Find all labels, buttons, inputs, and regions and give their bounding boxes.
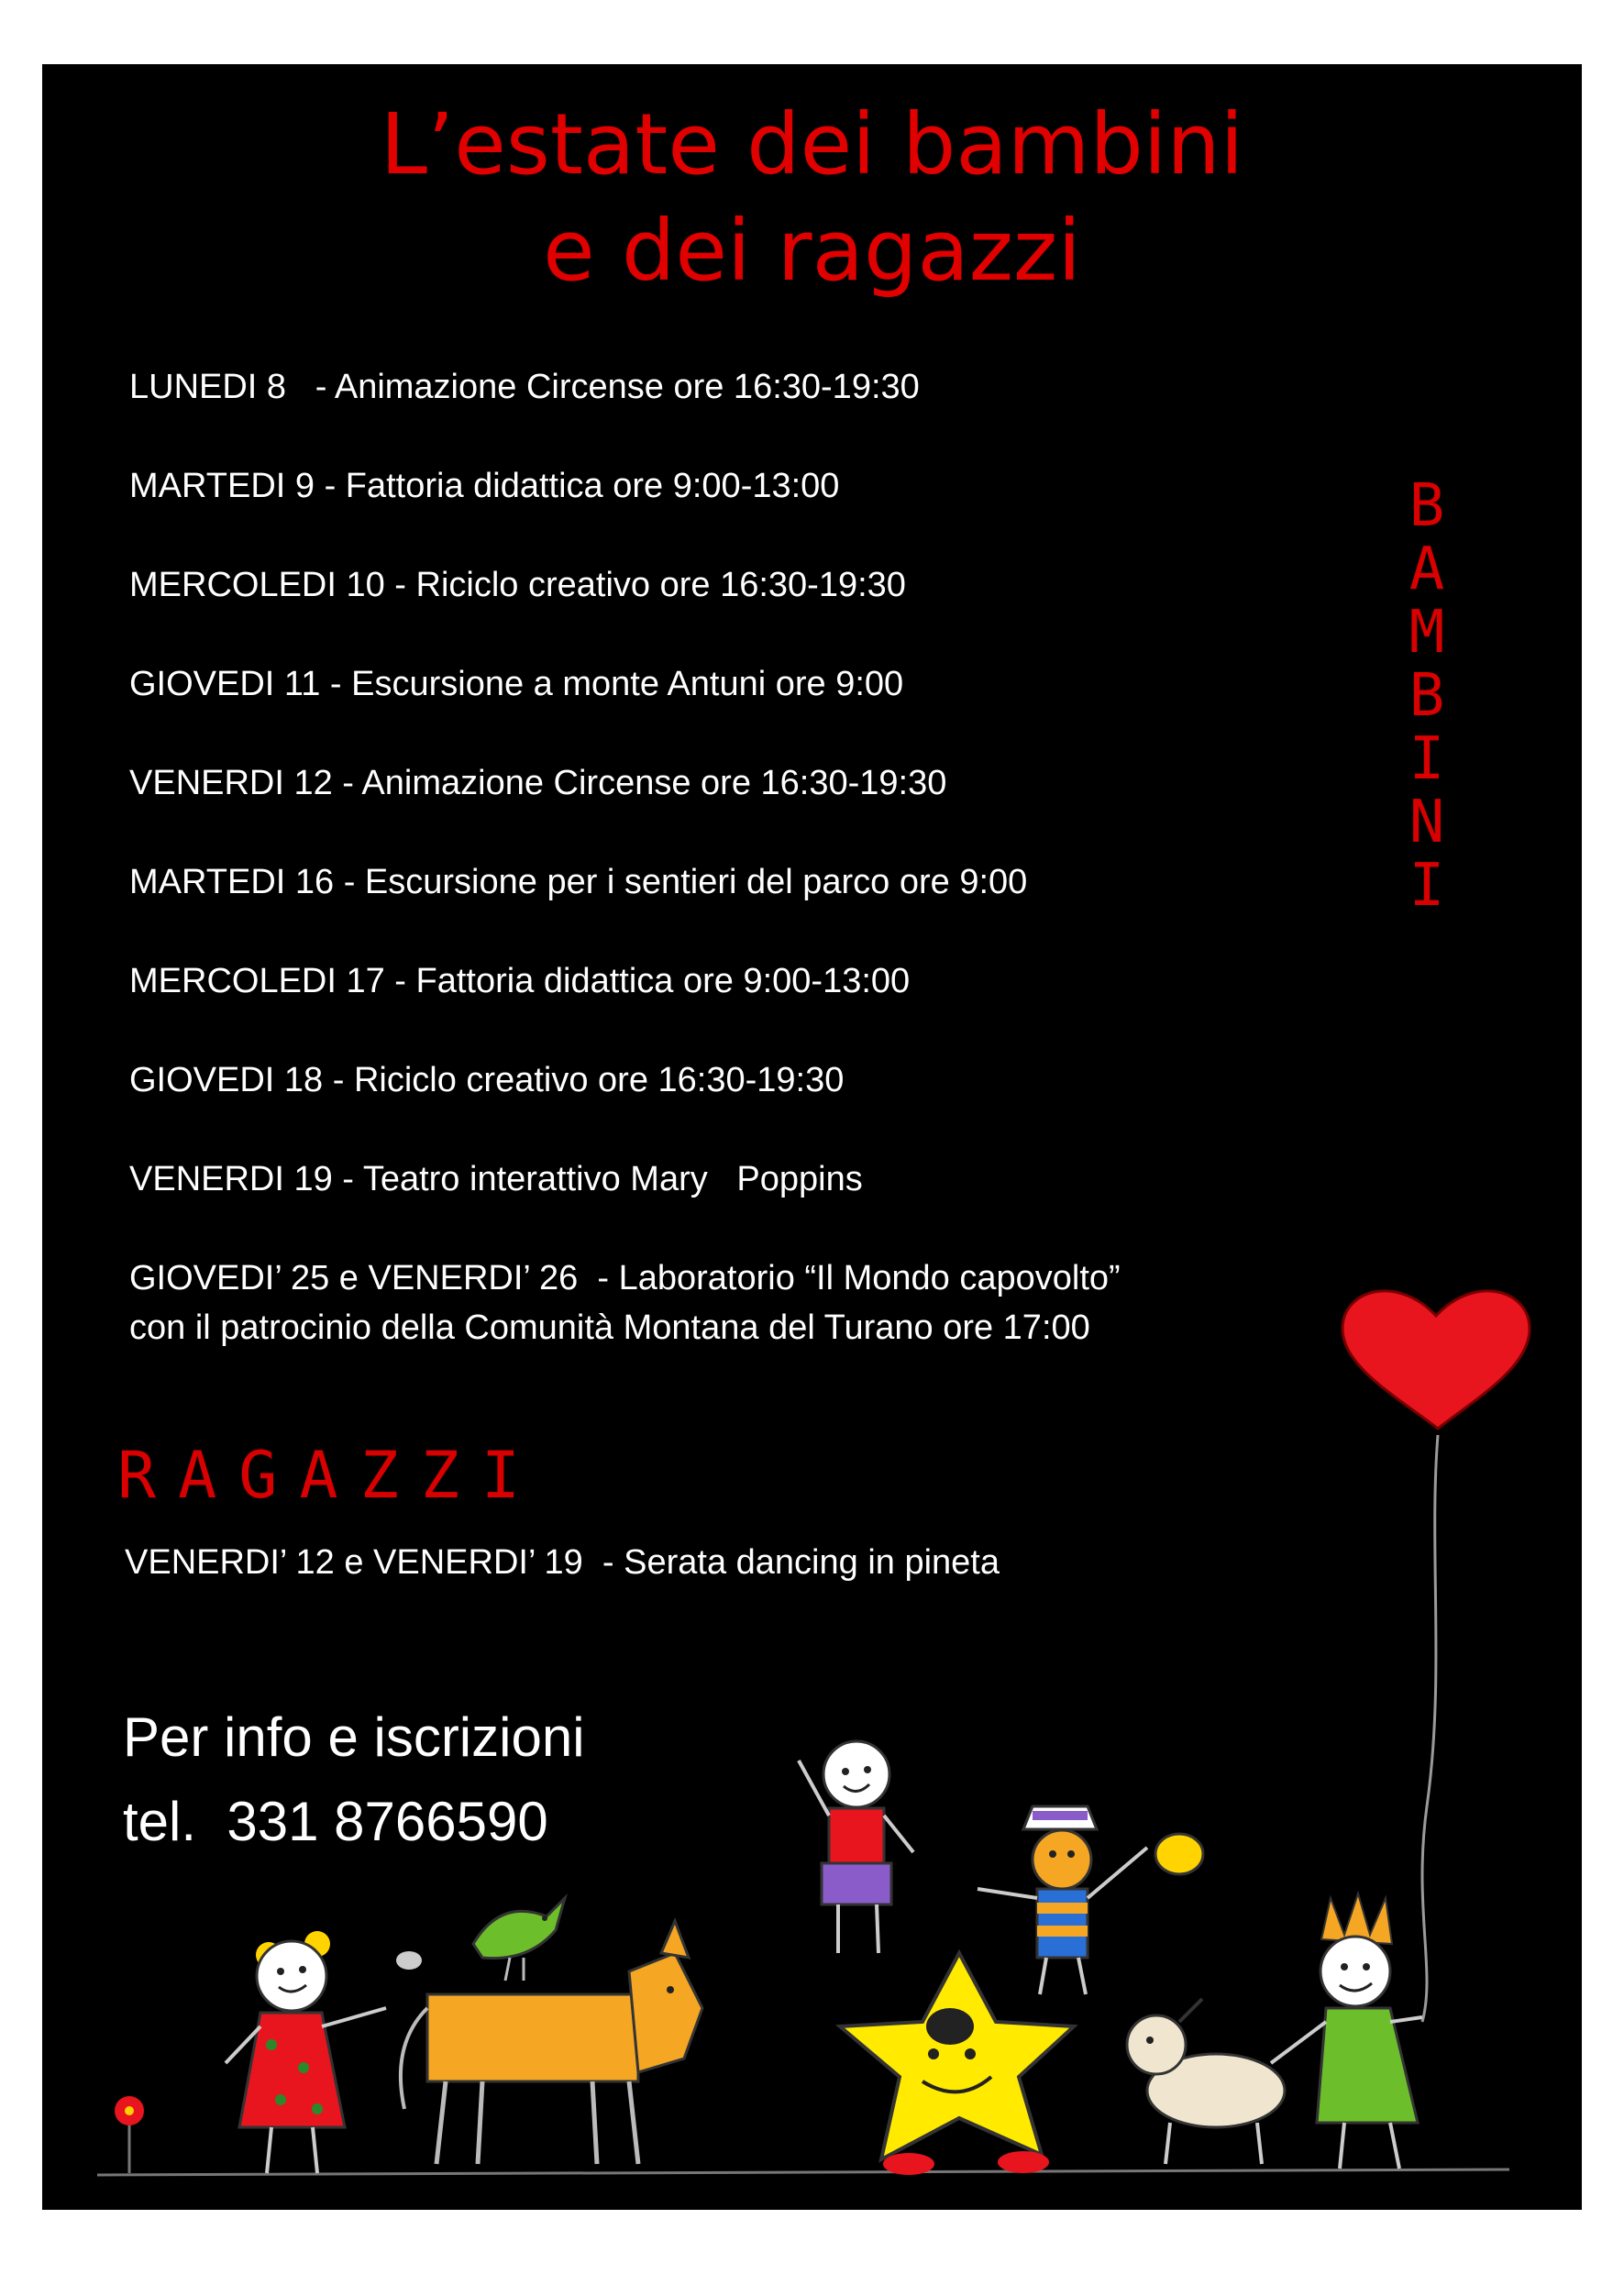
bambini-letter: B xyxy=(1409,662,1445,730)
bambini-letter: B xyxy=(1409,472,1445,540)
event-item: LUNEDI 8 - Animazione Circense ore 16:30-19:30 xyxy=(129,368,920,406)
event-item: GIOVEDI 11 - Escursione a monte Antuni ore 9:00 xyxy=(129,665,904,703)
ground-line xyxy=(97,2169,1509,2175)
ragazzi-heading: RAGAZZI xyxy=(117,1438,543,1513)
phone-number: tel. 331 8766590 xyxy=(123,1791,548,1852)
heart-balloon-icon xyxy=(1342,1291,1530,1429)
bambini-letter: I xyxy=(1409,725,1445,793)
event-item: GIOVEDI 18 - Riciclo creativo ore 16:30-19:30 xyxy=(129,1061,845,1099)
boy-green-shirt-figure xyxy=(1271,1893,1422,2169)
girl-red-dress-figure xyxy=(226,1931,386,2173)
flower-icon xyxy=(115,2096,144,2173)
info-line: Per info e iscrizioni xyxy=(123,1706,585,1768)
children-illustration xyxy=(42,64,1582,2210)
event-item: MERCOLEDI 10 - Riciclo creativo ore 16:30-19:30 xyxy=(129,566,906,604)
event-item: MERCOLEDI 17 - Fattoria didattica ore 9:00-13:00 xyxy=(129,962,911,1000)
boy-with-hat-figure xyxy=(978,1806,1203,1994)
green-bird-icon xyxy=(473,1898,565,1981)
event-item: VENERDI 19 - Teatro interattivo Mary Poppins xyxy=(129,1160,863,1198)
balloon-string xyxy=(1422,1435,1438,2022)
dog-figure xyxy=(1127,1999,1285,2164)
bambini-letter: I xyxy=(1409,852,1445,920)
boy-purple-shorts-figure xyxy=(799,1741,913,1953)
event-item: VENERDI 12 - Animazione Circense ore 16:30-19:30 xyxy=(129,764,947,802)
horse-figure xyxy=(401,1921,702,2164)
title-line-2: e dei ragazzi xyxy=(543,202,1081,300)
bambini-letter: M xyxy=(1409,599,1445,667)
yellow-star-figure xyxy=(840,1953,1074,2175)
event-item: GIOVEDI’ 25 e VENERDI’ 26 - Laboratorio “Il Mondo capovolto” xyxy=(129,1259,1121,1297)
poster xyxy=(42,64,1582,2210)
ragazzi-event: VENERDI’ 12 e VENERDI’ 19 - Serata dancing in pineta xyxy=(125,1543,1000,1582)
grey-egg-icon xyxy=(396,1951,422,1970)
bambini-letter: N xyxy=(1409,789,1445,856)
yellow-ball-icon xyxy=(1155,1834,1203,1874)
event-item: MARTEDI 9 - Fattoria didattica ore 9:00-13:00 xyxy=(129,467,840,505)
bambini-letter: A xyxy=(1409,535,1445,603)
title-line-1: L’estate dei bambini xyxy=(380,95,1244,193)
event-item-continued: con il patrocinio della Comunità Montana del Turano ore 17:00 xyxy=(129,1308,1090,1347)
event-item: MARTEDI 16 - Escursione per i sentieri del parco ore 9:00 xyxy=(129,863,1028,901)
